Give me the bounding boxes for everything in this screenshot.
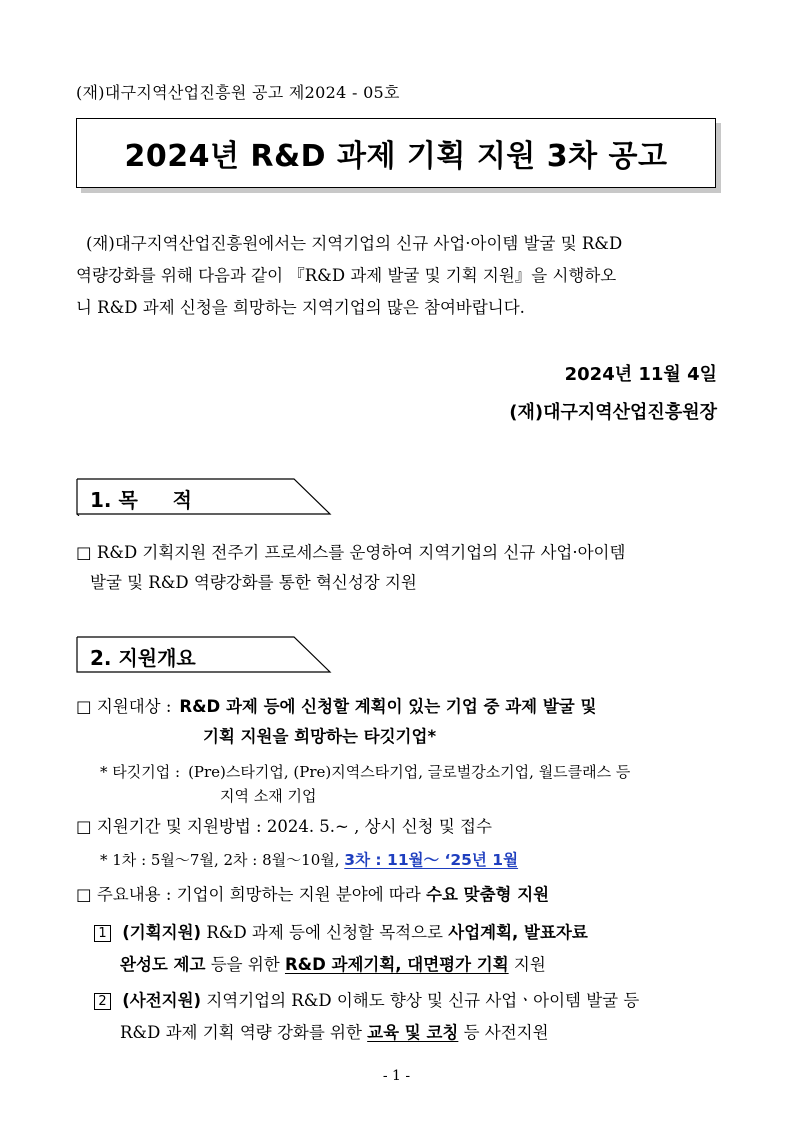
sub-item-text: 지원 [513, 955, 546, 974]
item-number-badge: 1 [94, 925, 111, 942]
sub-item-text: 등을 위한 [210, 955, 280, 974]
sub-item-text: R&D 과제 등에 신청할 목적으로 [206, 923, 443, 942]
sub-item-pre-support [94, 986, 724, 1048]
target-note [100, 760, 730, 808]
sub-item-emphasis: R&D 과제기획, 대면평가 기획 [284, 955, 509, 974]
period-note-text: * 1차 : 5월～7월, 2차 : 8월～10월, [100, 851, 340, 869]
sub-item-text: 지역기업의 R&D 이해도 향상 및 신규 사업ㆍ아이템 발굴 등 [206, 991, 640, 1010]
target-label: □ 지원대상 : [76, 697, 172, 716]
sub-item-label: (기획지원) [122, 923, 202, 942]
target-text: R&D 과제 등에 신청할 계획이 있는 기업 중 과제 발굴 및 [179, 697, 597, 716]
content-line [76, 880, 549, 910]
section-heading-label: 1. 목 적 [90, 488, 192, 512]
item-number-badge: 2 [94, 993, 111, 1010]
content-text: □ 주요내용 : 기업이 희망하는 지원 분야에 따라 [76, 885, 421, 904]
page-number: - 1 - [382, 1068, 411, 1084]
target-item [76, 692, 726, 752]
section-heading-label: 2. 지원개요 [90, 646, 196, 670]
intro-paragraph [76, 228, 718, 324]
section-heading-overview [76, 636, 330, 672]
document-title: 2024년 R&D 과제 기획 지원 3차 공고 [76, 118, 716, 188]
target-note-text: 지역 소재 기업 [220, 787, 317, 805]
section-heading-purpose [76, 478, 330, 514]
announcement-date: 2024년 11월 4일 [564, 364, 717, 385]
period-note [100, 848, 518, 872]
sub-item-emphasis: 사업계획, 발표자료 [448, 923, 588, 942]
sub-item-emphasis: 완성도 제고 [120, 955, 206, 974]
sub-item-emphasis: 교육 및 코칭 [367, 1023, 459, 1042]
target-note-label: * 타깃기업 : [100, 763, 181, 781]
purpose-line: □ R&D 기획지원 전주기 프로세스를 운영하여 지역기업의 신규 사업·아이템 [76, 543, 626, 562]
intro-line: 니 R&D 과제 신청을 희망하는 지역기업의 많은 참여바랍니다. [76, 298, 525, 317]
intro-line: (재)대구지역산업진흥원에서는 지역기업의 신규 사업·아이템 발굴 및 R&D [86, 234, 623, 253]
period-note-highlight: 3차 : 11월～ ‘25년 1월 [344, 851, 519, 869]
issuing-organization: (재)대구지역산업진흥원장 [509, 402, 717, 423]
period-line: □ 지원기간 및 지원방법 : 2024. 5.~ , 상시 신청 및 접수 [76, 817, 492, 836]
sub-item-label: (사전지원) [122, 991, 202, 1010]
purpose-item [76, 538, 726, 598]
sub-item-text: R&D 과제 기획 역량 강화를 위한 [120, 1023, 362, 1042]
intro-line: 역량강화를 위해 다음과 같이 『R&D 과제 발굴 및 기획 지원』을 시행하오 [76, 266, 617, 285]
target-note-text: (Pre)스타기업, (Pre)지역스타기업, 글로벌강소기업, 월드클래스 등 [188, 763, 631, 781]
sub-item-planning [94, 918, 724, 980]
notice-number: (재)대구지역산업진흥원 공고 제2024 - 05호 [76, 83, 400, 102]
purpose-line: 발굴 및 R&D 역량강화를 통한 혁신성장 지원 [90, 573, 417, 592]
sub-item-text: 등 사전지원 [463, 1023, 549, 1042]
target-text: 기획 지원을 희망하는 타깃기업* [203, 727, 437, 746]
content-emphasis: 수요 맞춤형 지원 [426, 885, 550, 904]
